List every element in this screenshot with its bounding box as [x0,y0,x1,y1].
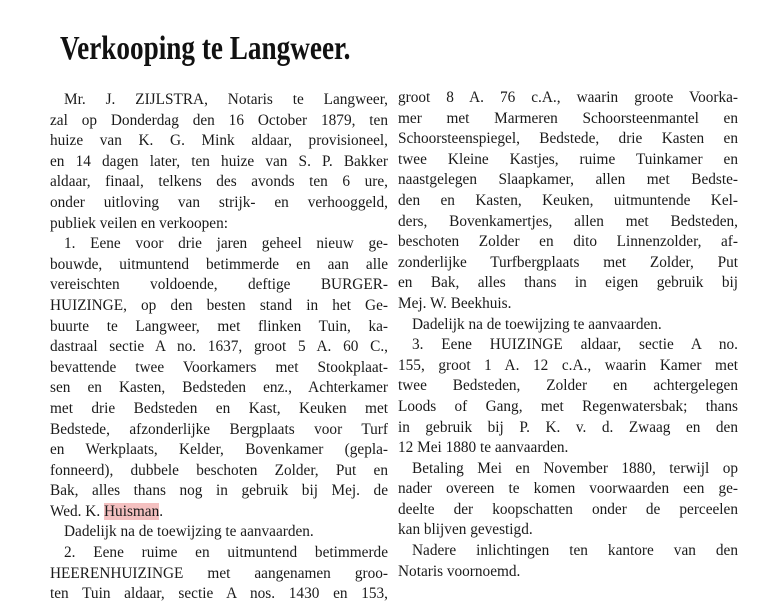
text-line: Nadere inlichtingen ten kantore van den [412,542,738,560]
text-line: Mr. J. ZIJLSTRA, Notaris te Langweer, [64,91,388,108]
text-line: Betaling Mei en November 1880, terwijl op [412,459,738,477]
advertisement-title: Verkooping te Langweer. [60,30,351,67]
text-line: twee Kleine Kastjes, ruime Tuinkamer en [398,150,738,168]
text-line: en Bak, alles thans in eigen gebruik bij [398,274,738,292]
text-line: naastgelegen Slaapkamer, allen met Bedste- [398,171,738,189]
text-line: bouwde, uitmuntend betimmerde en aan alle [50,255,388,273]
text-line: sen en Kasten, Bedsteden enz., Achterkamer [50,379,388,397]
text-line: 2. Eene ruime en uitmuntend betimmerde [64,544,388,562]
text-line: HEERENHUIZINGE met aangenamen groo- [50,564,388,582]
text-line: buurte te Langweer, met flinken Tuin, ka- [50,317,388,335]
text-line: ders, Bovenkamertjes, allen met Bedsteden, [398,212,738,230]
text-line: bevattende twee Voorkamers met Stookplaat- [50,358,388,376]
text-line: HUIZINGE, op den besten stand in het Ge- [50,296,388,314]
text-line: en 14 dagen later, ten huize van S. P. Bakker [50,152,388,170]
text-line: publiek veilen en verkoopen: [50,214,228,232]
text-line: 155, groot 1 A. 12 c.A., waarin Kamer met [398,356,738,374]
right-column [398,88,738,582]
text-line: mer met Marmeren Schoorsteenmantel en [398,109,738,127]
text-line: 1. Eene voor drie jaren geheel nieuw ge- [64,235,388,253]
text-fragment: Wed. K. [50,502,104,520]
text-line: Dadelijk na de toewijzing te aanvaarden. [64,523,314,541]
text-line: zonderlijke Turfbergplaats met Zolder, Put [398,253,738,271]
text-line: groot 8 A. 76 c.A., waarin groote Voorka- [398,89,738,106]
text-line: onder uitloving van strijk- en verhooggeld, [50,193,388,211]
text-line: Dadelijk na de toewijzing te aanvaarden. [412,315,662,333]
text-line: Notaris voornoemd. [398,562,521,580]
text-line: deelte der koopschatten onder de perceelen [398,500,738,518]
text-line: aldaar, finaal, telkens des avonds ten 6 ure, [50,173,388,191]
text-line: ten Tuin aldaar, sectie A nos. 1430 en 153, [50,585,388,603]
text-line: huize van K. G. Mink aldaar, provisioneel, [50,132,388,150]
highlighted-name: Huisman [104,502,160,520]
text-line: Bedstede, afzonderlijke Bergplaats voor Turf [50,420,388,438]
text-line: den en Kasten, Keuken, uitmuntende Kel- [398,191,738,209]
text-line: zal op Donderdag den 16 October 1879, ten [50,111,388,129]
text-line: twee Bedsteden, Zolder en achtergelegen [398,377,738,395]
text-line: dastraal sectie A no. 1637, groot 5 A. 60 C., [50,338,388,356]
left-column [50,90,388,605]
text-line: beschoten Zolder en dito Linnenzolder, af- [398,233,738,251]
text-line: fonneerd), dubbele beschoten Zolder, Put en [50,461,388,479]
text-line: kan blijven gevestigd. [398,521,533,539]
text-fragment: . [159,502,164,520]
text-line: 3. Eene HUIZINGE aldaar, sectie A no. [412,336,738,354]
text-line: nader overeen te komen voorwaarden een ge- [398,480,738,498]
text-line [50,502,388,523]
text-line: vereischten voldoende, deftige BURGER- [50,276,388,294]
text-line: Mej. W. Beekhuis. [398,294,512,312]
text-line: met drie Bedsteden en Kast, Keuken met [50,399,388,417]
text-line: Bak, alles thans nog in gebruik bij Mej. de [50,482,388,500]
text-line: in gebruik bij P. K. v. d. Zwaag en den [398,418,738,436]
text-line: 12 Mei 1880 te aanvaarden. [398,439,569,457]
text-line: en Werkplaats, Kelder, Bovenkamer (gepla- [50,441,388,459]
text-line: Loods of Gang, met Regenwatersbak; thans [398,397,738,415]
text-line: Schoorsteenspiegel, Bedstede, drie Kasten en [398,130,738,148]
